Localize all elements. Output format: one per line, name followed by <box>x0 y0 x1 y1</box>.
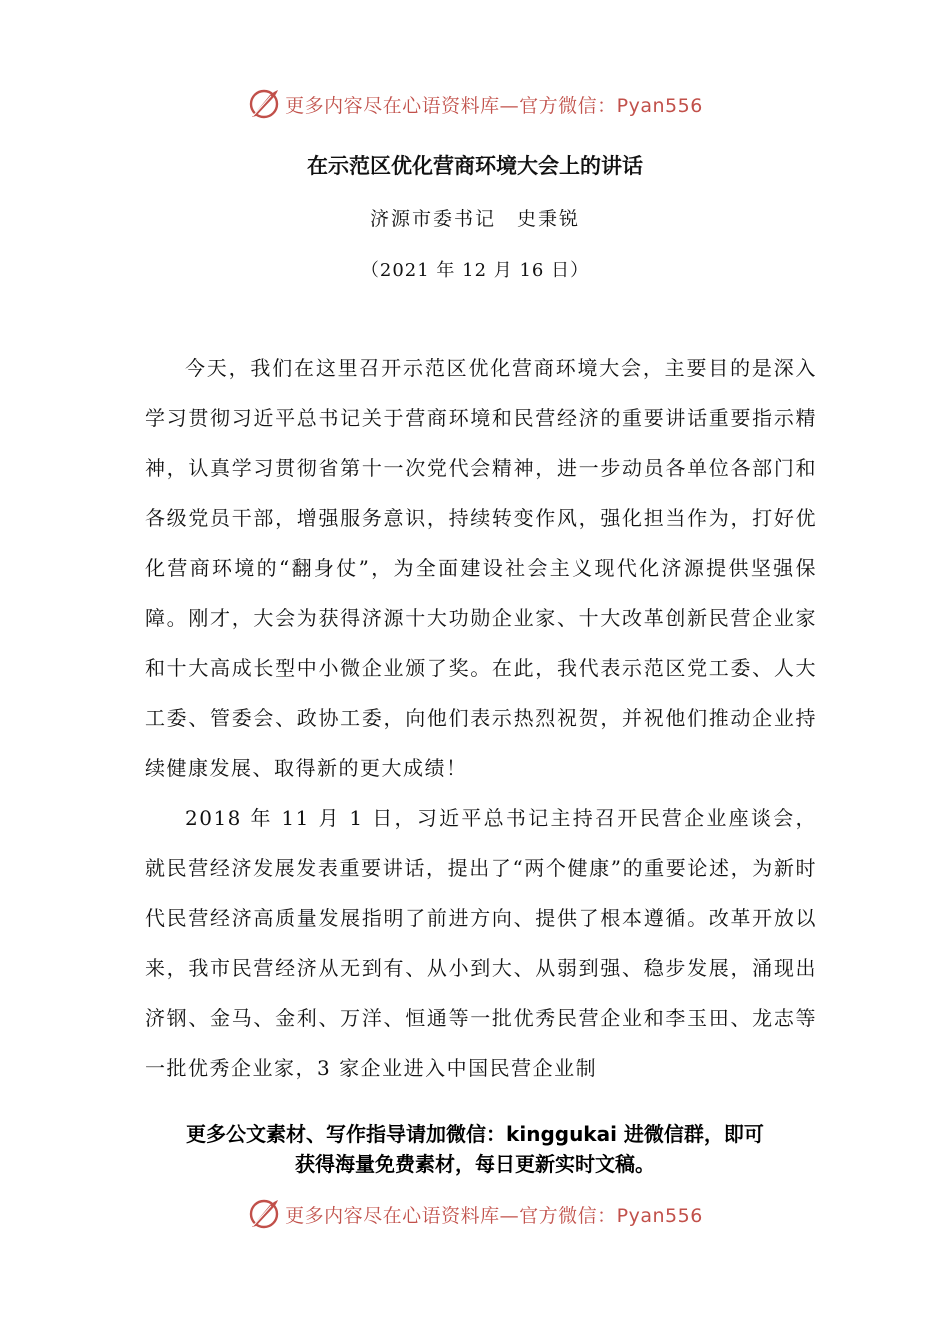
watermark-wechat-id: Pyan556 <box>616 94 703 117</box>
quill-logo-icon <box>247 1197 281 1231</box>
document-title: 在示范区优化营商环境大会上的讲话 <box>307 153 643 178</box>
paragraph: 2018 年 11 月 1 日，习近平总书记主持召开民营企业座谈会，就民营经济发展发表重要讲话，提出了“两个健康”的重要论述，为新时代民营经济高质量发展指明了前进方向、提供了根本遵循。改革开放以来，我市民营经济从无到有、从小到大、从弱到强、稳步发展，涌现出济钢、金马、金利、万洋、恒通等一批优秀民营企业和李玉田、龙志等一批优秀企业家，3 家企业进入中国民营企业制 <box>145 806 817 1080</box>
footer-watermark <box>0 1194 950 1234</box>
promo-notice <box>0 1119 950 1179</box>
paragraph: 今天，我们在这里召开示范区优化营商环境大会，主要目的是深入学习贯彻习近平总书记关于营商环境和民营经济的重要讲话重要指示精神，认真学习贯彻省第十一次党代会精神，进一步动员各单位各部门和各级党员干部，增强服务意识，持续转变作风，强化担当作为，打好优化营商环境的“翻身仗”，为全面建设社会主义现代化济源提供坚强保障。刚才，大会为获得济源十大功勋企业家、十大改革创新民营企业家和十大高成长型中小微企业颁了奖。在此，我代表示范区党工委、人大工委、管委会、政协工委，向他们表示热烈祝贺，并祝他们推动企业持续健康发展、取得新的更大成绩！ <box>145 356 817 780</box>
document-body <box>145 343 817 1093</box>
watermark-wechat-id: Pyan556 <box>616 1204 703 1227</box>
header-watermark <box>0 84 950 124</box>
document-date: （2021 年 12 月 16 日） <box>360 260 590 281</box>
promo-line-1: 更多公文素材、写作指导请加微信：kinggukai 进微信群，即可 <box>186 1122 764 1146</box>
watermark-text: 更多内容尽在心语资料库—官方微信：Pyan556 <box>285 94 703 117</box>
watermark-text: 更多内容尽在心语资料库—官方微信：Pyan556 <box>285 1204 703 1227</box>
document-author: 济源市委书记 史秉锐 <box>369 208 580 230</box>
promo-line-2: 获得海量免费素材，每日更新实时文稿。 <box>295 1152 655 1176</box>
quill-logo-icon <box>247 87 281 121</box>
